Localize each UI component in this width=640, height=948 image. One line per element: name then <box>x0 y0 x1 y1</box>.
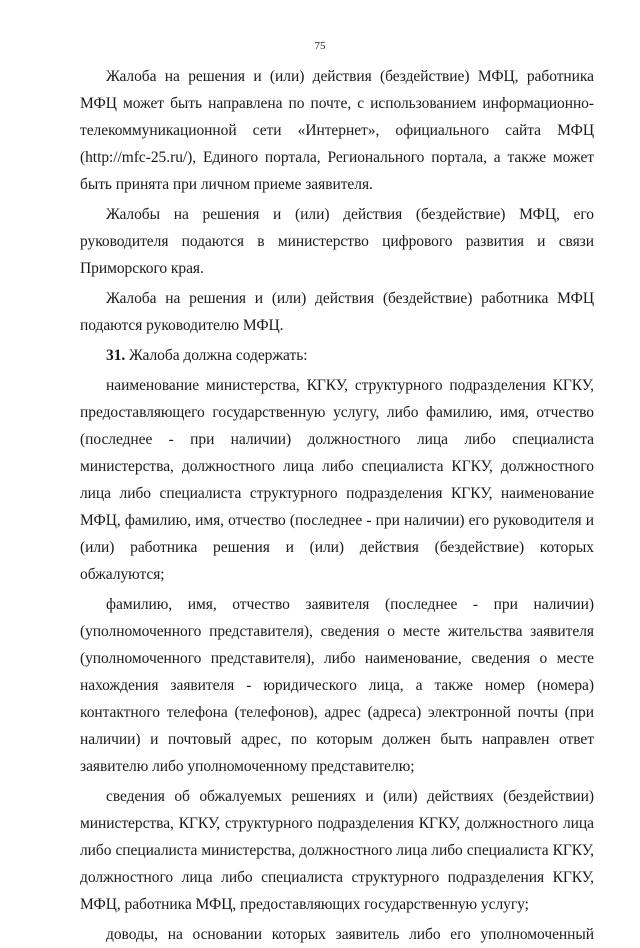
paragraph-complaint-mfc-head: Жалоба на решения и (или) действия (бездействие) работника МФЦ подаются руководителю МФЦ. <box>80 290 594 334</box>
paragraph-item-appealed-decisions: сведения об обжалуемых решениях и (или) действиях (бездействии) министерства, КГКУ, структурного подразделения КГКУ, должностного лица либо специалиста министерства, должностного лица либо специалиста КГКУ, должностного лица либо специалиста структурного подразделения КГКУ, МФЦ, работника МФЦ, предоставляющих государственную услугу; <box>80 788 594 913</box>
paragraph-complaint-channels: Жалоба на решения и (или) действия (бездействие) МФЦ, работника МФЦ может быть направлена по почте, с использованием информационно-телекоммуникационной сети «Интернет», официального сайта МФЦ (http://mfc-25.ru/), Единого портала, Регионального портала, а также может быть принята при личном приеме заявителя. <box>80 68 594 193</box>
paragraph-item-arguments: доводы, на основании которых заявитель либо его уполномоченный <box>106 926 594 943</box>
paragraph-section-31 <box>80 342 594 369</box>
paragraph-item-authority-name: наименование министерства, КГКУ, структурного подразделения КГКУ, предоставляющего государственную услугу, либо фамилию, имя, отчество (последнее - при наличии) должностного лица либо специалиста министерства, должностного лица либо специалиста КГКУ, должностного лица либо специалиста структурного подразделения КГКУ, наименование МФЦ, фамилию, имя, отчество (последнее - при наличии) его руководителя и (или) работника решения и (или) действия (бездействие) которых обжалуются; <box>80 377 594 583</box>
paragraph-item-applicant-details: фамилию, имя, отчество заявителя (последнее - при наличии) (уполномоченного представителя), сведения о месте жительства заявителя (уполномоченного представителя), либо наименование, сведения о месте нахождения заявителя - юридического лица, а также номер (номера) контактного телефона (телефонов), адрес (адреса) электронной почты (при наличии) и почтовый адрес, по которым должен быть направлен ответ заявителю либо уполномоченному представителю; <box>80 596 594 775</box>
document-body <box>80 63 594 948</box>
paragraph-complaint-ministry: Жалобы на решения и (или) действия (бездействие) МФЦ, его руководителя подаются в министерство цифрового развития и связи Приморского края. <box>80 206 594 277</box>
page-number: 75 <box>314 40 326 52</box>
section-number: 31. <box>106 347 126 364</box>
section-heading-text: Жалоба должна содержать: <box>125 347 308 364</box>
